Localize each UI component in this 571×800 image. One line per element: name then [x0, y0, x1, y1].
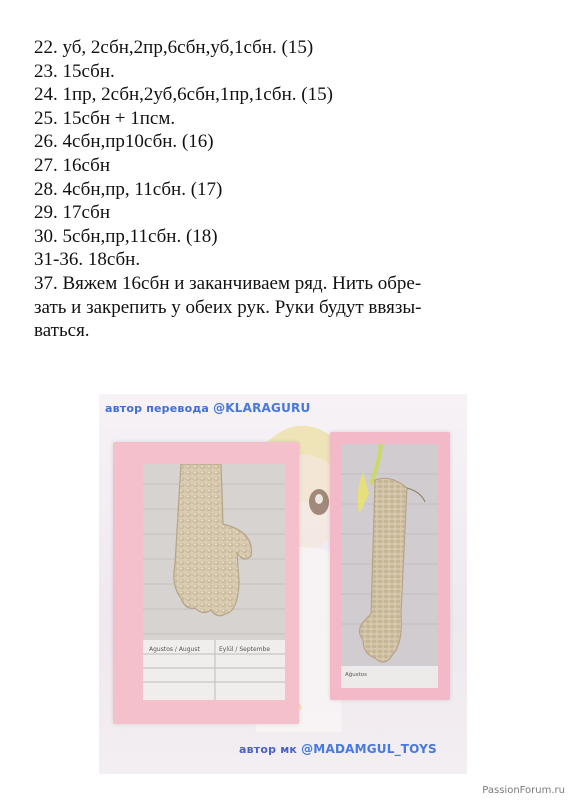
- author-credit-handle: @MADAMGUL_TOYS: [301, 742, 437, 756]
- row-24: 24. 1пр, 2сбн,2уб,6сбн,1пр,1сбн. (15): [34, 84, 333, 106]
- author-credit: [239, 742, 437, 756]
- calendar-label-agustos: Ağustos: [345, 672, 367, 678]
- pattern-text: [34, 36, 544, 343]
- translator-credit-handle: @KLARAGURU: [213, 401, 311, 415]
- calendar-label-september: Eylül / Septembe: [219, 646, 271, 653]
- photo-frame-left: [113, 442, 299, 724]
- author-credit-label: автор мк: [239, 743, 302, 756]
- row-23: 23. 15сбн.: [34, 60, 115, 82]
- photo-frame-right: [330, 432, 450, 700]
- site-watermark: PassionForum.ru: [482, 785, 565, 796]
- row-30: 30. 5сбн,пр,11сбн. (18): [34, 225, 218, 247]
- row-22: 22. уб, 2сбн,2пр,6сбн,уб,1сбн. (15): [34, 37, 314, 58]
- photo-collage: [99, 394, 467, 774]
- crochet-hand-illustration: [143, 464, 285, 700]
- crochet-arm-illustration: [341, 444, 438, 688]
- crochet-arm-photo: [341, 444, 438, 688]
- crochet-hand-photo: [143, 464, 285, 700]
- row-29: 29. 17сбн: [34, 202, 110, 224]
- row-28: 28. 4сбн,пр, 11сбн. (17): [34, 178, 223, 200]
- row-31-36: 31-36. 18сбн.: [34, 249, 141, 271]
- row-25: 25. 15сбн + 1псм.: [34, 107, 176, 129]
- row-37-line-1: 37. Вяжем 16сбн и заканчиваем ряд. Нить обре-: [34, 272, 422, 294]
- row-37-line-3: ваться.: [34, 320, 90, 342]
- translator-credit-label: автор перевода: [105, 402, 214, 415]
- row-26: 26. 4сбн,пр10сбн. (16): [34, 131, 214, 153]
- row-37-line-2: зать и закрепить у обеих рук. Руки будут ввязы-: [34, 296, 422, 318]
- translator-credit: [105, 401, 310, 415]
- row-27: 27. 16сбн: [34, 154, 110, 176]
- calendar-label-august: Agustos / August: [149, 646, 200, 653]
